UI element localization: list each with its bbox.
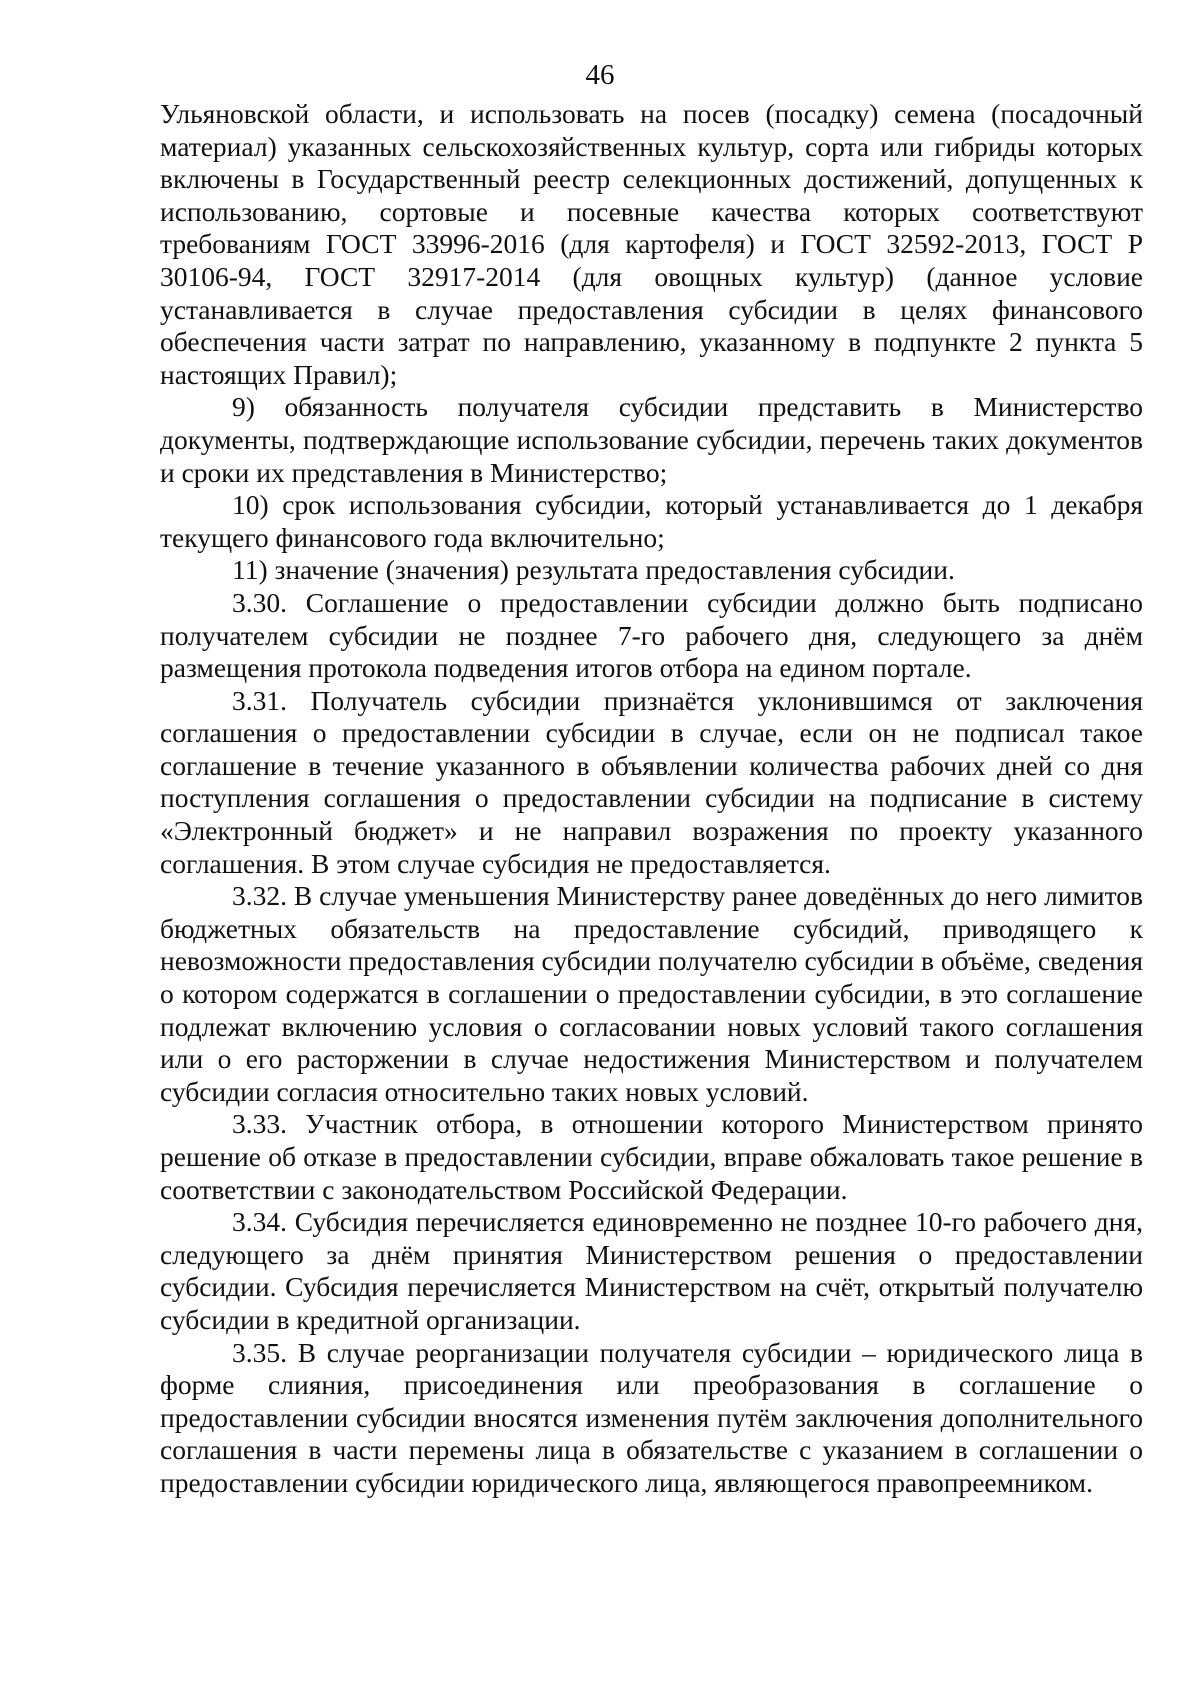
document-body [160,98,1143,1500]
paragraph-continuation: Ульяновской области, и использовать на посев (посадку) семена (посадочный материал) указанных сельскохозяйственных культур, сорта или гибриды которых включены в Государственный реестр селекционных достижений, допущенных к использованию, сортовые и посевные качества которых соответствуют требованиям ГОСТ 33996-2016 (для картофеля) и ГОСТ 32592-2013, ГОСТ Р 30106-94, ГОСТ 32917-2014 (для овощных культур) (данное условие устанавливается в случае предоставления субсидии в целях финансового обеспечения части затрат по направлению, указанному в подпункте 2 пункта 5 настоящих Правил); [160,98,1143,390]
paragraph-item-10: 10) срок использования субсидии, который устанавливается до 1 декабря текущего финансового года включительно; [160,489,1143,553]
paragraph-3-34: 3.34. Субсидия перечисляется единовременно не позднее 10-го рабочего дня, следующего за днём принятия Министерством решения о предоставлении субсидии. Субсидия перечисляется Министерством на счёт, открытый получателю субсидии в кредитной организации. [160,1206,1143,1335]
paragraph-item-9: 9) обязанность получателя субсидии представить в Министерство документы, подтверждающие использование субсидии, перечень таких документов и сроки их представления в Министерство; [160,391,1143,488]
paragraph-3-30: 3.30. Соглашение о предоставлении субсидии должно быть подписано получателем субсидии не позднее 7-го рабочего дня, следующего за днём размещения протокола подведения итогов отбора на едином портале. [160,586,1143,684]
paragraph-3-33: 3.33. Участник отбора, в отношении которого Министерством принято решение об отказе в предоставлении субсидии, вправе обжаловать такое решение в соответствии с законодательством Российской Федерации. [160,1108,1143,1205]
paragraph-3-32: 3.32. В случае уменьшения Министерству ранее доведённых до него лимитов бюджетных обязательств на предоставление субсидий, приводящего к невозможности предоставления субсидии получателю субсидии в объёме, сведения о котором содержатся в соглашении о предоставлении субсидии, в это соглашение подлежат включению условия о согласовании новых условий такого соглашения или о его расторжении в случае недостижения Министерством и получателем субсидии согласия относительно таких новых условий. [160,880,1143,1107]
paragraph-3-35: 3.35. В случае реорганизации получателя субсидии – юридического лица в форме слияния, присоединения или преобразования в соглашение о предоставлении субсидии вносятся изменения путём заключения дополнительного соглашения в части перемены лица в обязательстве с указанием в соглашении о предоставлении субсидии юридического лица, являющегося правопреемником. [160,1336,1143,1498]
page-number: 46 [585,59,615,91]
paragraph-item-11: 11) значение (значения) результата предоставления субсидии. [232,554,955,586]
paragraph-3-31: 3.31. Получатель субсидии признаётся уклонившимся от заключения соглашения о предоставлении субсидии в случае, если он не подписал такое соглашение в течение указанного в объявлении количества рабочих дней со дня поступления соглашения о предоставлении субсидии на подписание в систему «Электронный бюджет» и не направил возражения по проекту указанного соглашения. В этом случае субсидия не предоставляется. [160,684,1143,879]
